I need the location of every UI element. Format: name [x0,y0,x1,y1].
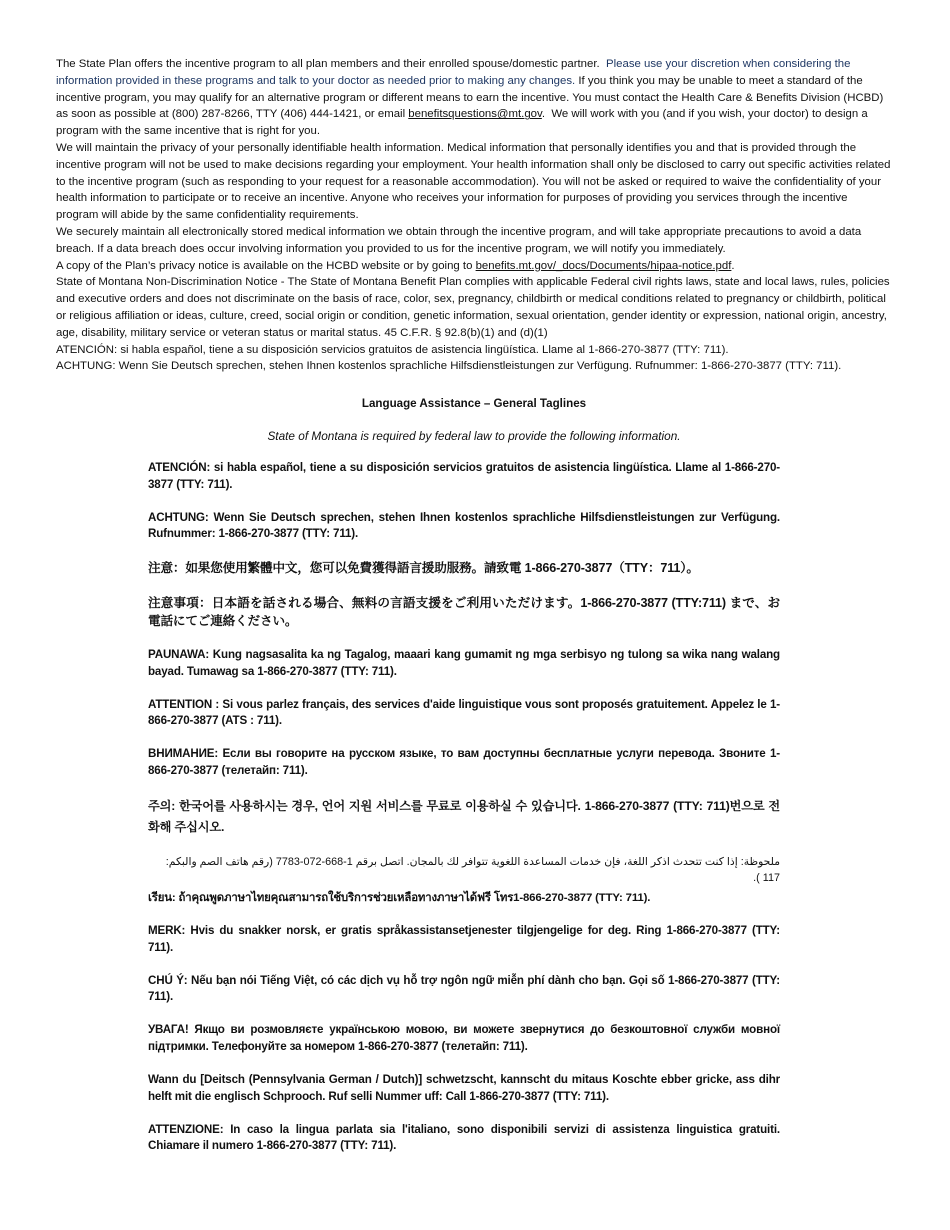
tagline-tagalog: PAUNAWA: Kung nagsasalita ka ng Tagalog, maaari kang gumamit ng mga serbisyo ng tulong sa wika nang walang bayad. Tumawag sa 1-866-270-3877 (TTY: 711). [148,648,780,678]
tagline-korean: 주의: 한국어를 사용하시는 경우, 언어 지원 서비스를 무료로 이용하실 수 있습니다. 1-866-270-3877 (TTY: 711)번으로 전화해 주십시오. [148,798,780,834]
tagline-arabic: ملحوظة: إذا كنت تتحدث اذكر اللغة، فإن خدمات المساعدة اللغوية تتوافر لك بالمجان. اتصل برقم 1-668-072-7783 (رقم هاتف الصم والبكم: 117 ). [165,856,780,885]
german-notice: ACHTUNG: Wenn Sie Deutsch sprechen, stehen Ihnen kostenlos sprachliche Hilfsdienstleistungen zur Verfügung. Rufnummer: 1-866-270-3877 (TTY: 711). [56,360,842,373]
spanish-notice: ATENCIÓN: si habla español, tiene a su disposición servicios gratuitos de asistencia lingüística. Llame al 1-866-270-3877 (TTY: 711). [56,343,729,356]
security-paragraph: We securely maintain all electronically stored medical information we obtain through the incentive program, and will take appropriate precautions to avoid a data breach. If a data breach does occur involving information you provided to us for the incentive program, we will notify you immediately. [56,225,862,255]
non-discrimination-paragraph: State of Montana Non-Discrimination Notice - The State of Montana Benefit Plan complies with applicable Federal civil rights laws, state and local laws, rules, policies and executive orders and does not discriminate on the basis of race, color, sex, pregnancy, childbirth or medical conditions related to pregnancy or childbirth, political or religious affiliation or ideas, culture, creed, social origin or condition, genetic information, sexual orientation, gender identity or expression, national origin, ancestry, age, disability, military service or veteran status or marital status. 45 C.F.R. § 92.8(b)(1) and (d)(1) [56,276,890,339]
privacy-notice-link[interactable]: benefits.mt.gov/_docs/Documents/hipaa-notice.pdf [475,259,732,272]
tagline-japanese: 注意事項：日本語を話される場合、無料の言語支援をご利用いただけます。1-866-270-3877 (TTY:711) まで、お電話にてご連絡ください。 [148,595,780,629]
taglines-list [148,460,780,1171]
tagline-norwegian: MERK: Hvis du snakker norsk, er gratis språkassistansetjenester tilgjengelige for deg. Ring 1-866-270-3877 (TTY: 711). [148,924,780,954]
incentive-sentence: The State Plan offers the incentive program to all plan members and their enrolled spouse/domestic partner. [56,58,600,70]
tagline-thai: เรียน: ถ้าคุณพูดภาษาไทยคุณสามารถใช้บริการช่วยเหลือทางภาษาได้ฟรี โทร1-866-270-3877 (TTY: 711). [148,892,651,905]
alternative-program-text: If you think you may be unable to meet a standard of the incentive program, you may qualify for an alternative program or different means to earn the incentive. You must contact the Health Care & Benefits Division (HCBD) as soon as possible at (800) 287-8266, TTY (406) 444-1421, or email [56,74,884,121]
tagline-french: ATTENTION : Si vous parlez français, des services d'aide linguistique vous sont proposés gratuitement. Appelez le 1-866-270-3877 (ATS : 711). [148,697,780,728]
tagline-vietnamese: CHÚ Ý: Nếu bạn nói Tiếng Việt, có các dịch vụ hỗ trợ ngôn ngữ miễn phí dành cho bạn. Gọi số 1-866-270-3877 (TTY: 711). [148,973,780,1004]
tagline-ukrainian: УВАГА! Якщо ви розмовляєте українською мовою, ви можете звернутися до безкоштовної служби мовної підтримки. Телефонуйте за номером 1-866-270-3877 (телетайп: 711). [148,1023,780,1054]
privacy-notice-text: A copy of the Plan’s privacy notice is available on the HCBD website or by going to [56,259,473,272]
tagline-pennsylvania-dutch: Wann du [Deitsch (Pennsylvania German / Dutch)] schwetzscht, kannscht du mitaus Koschte ebber gricke, ass dihr helft mit die englisch Schprooch. Ruf selli Nummer uff: Call 1-866-270-3877 (TTY: 711). [148,1073,780,1103]
tagline-italian: ATTENZIONE: In caso la lingua parlata sia l'italiano, sono disponibili servizi di assistenza linguistica gratuiti. Chiamare il numero 1-866-270-3877 (TTY: 711). [148,1122,780,1153]
tagline-spanish: ATENCIÓN: si habla español, tiene a su disposición servicios gratuitos de asistencia lingüística. Llame al 1-866-270-3877 (TTY: 711). [148,461,780,491]
privacy-notice-paragraph [56,258,892,275]
section-title: Language Assistance – General Taglines [361,397,587,410]
work-with-you-text: We will work with you (and if you wish, your doctor) to design a program with the same incentive that is right for you. [56,108,868,138]
discretion-note: Please use your discretion when considering the information provided in these programs and talk to your doctor as needed prior to making any changes. [56,58,851,87]
incentive-paragraph: The State Plan offers the incentive program to all plan members and their enrolled spouse/domestic partner. Please use your discretion when considering the information provided in these programs and talk to your doctor as needed prior to making any changes. If you think you may be unable to meet a standard of the incentive program, you may qualify for an alternative program or different means to earn the incentive. You must contact the Health Care & Benefits Division (HCBD) as soon as possible at (800) 287-8266, TTY (406) 444-1421, or email benefitsquestions@mt.gov. We will work with you (and if you wish, your doctor) to design a program with the same incentive that is right for you. [56,58,884,138]
tagline-russian: ВНИМАНИЕ: Если вы говорите на русском языке, то вам доступны бесплатные услуги перевода. Звоните 1-866-270-3877 (телетайп: 711). [148,747,780,777]
section-subtitle: State of Montana is required by federal law to provide the following information. [267,429,681,443]
privacy-paragraph: We will maintain the privacy of your personally identifiable health information. Medical information that personally identifies you and that is provided through the incentive program will not be used to make decisions regarding your employment. Your health information shall only be disclosed to carry out specific activities related to the incentive program (such as responding to your request for a reasonable accommodation). You will not be asked or required to waive the confidentiality of your health information to participate or to receive an incentive. Anyone who receives your information for purposes of providing you services through the incentive program will abide by the same confidentiality requirements. [56,141,891,222]
tagline-chinese: 注意：如果您使用繁體中文，您可以免費獲得語言援助服務。請致電 1-866-270-3877（TTY：711）。 [148,561,699,576]
privacy-notice-period: . [731,259,735,272]
intro-section [56,56,892,375]
tagline-german: ACHTUNG: Wenn Sie Deutsch sprechen, stehen Ihnen kostenlos sprachliche Hilfsdienstleistungen zur Verfügung. Rufnummer: 1-866-270-3877 (TTY: 711). [148,510,780,541]
email-link[interactable]: benefitsquestions@mt.gov [408,108,542,121]
